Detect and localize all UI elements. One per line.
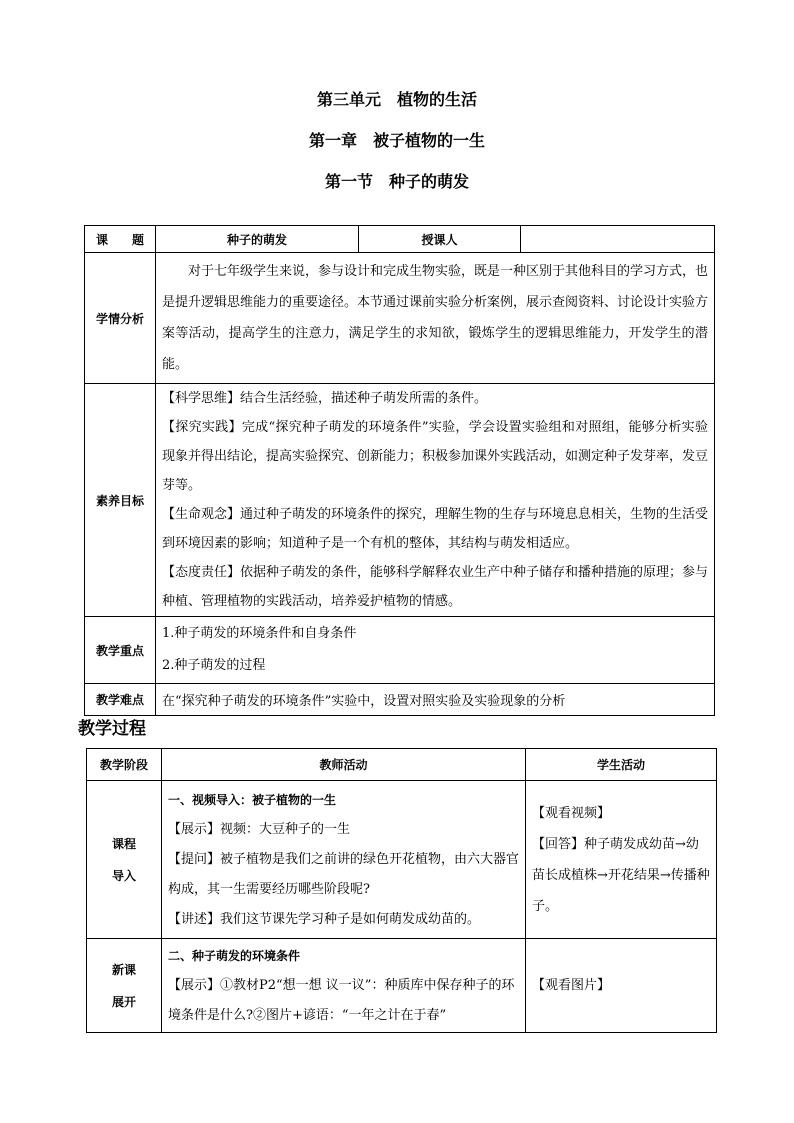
- stage-line: 新课: [111, 962, 136, 977]
- teacher-activity-line: 【讲述】我们这节课先学习种子是如何萌发成幼苗的。: [168, 911, 481, 927]
- teacher-activity-line: 【展示】①教材P2“想一想 议一议”：种质库中保存种子的环境条件是什么?②图片+谚语：“一年之计在于春”: [168, 977, 515, 1023]
- key-label: 教学重点: [85, 617, 156, 684]
- stage-line: 课程: [111, 836, 136, 851]
- analysis-row: [85, 253, 715, 384]
- student-activity-line: 【观看图片】: [532, 978, 611, 993]
- student-activity-cell: [526, 939, 717, 1033]
- lesson-info-table: [84, 225, 715, 716]
- key-point: 1.种子萌发的环境条件和自身条件: [162, 626, 357, 641]
- key-row: [85, 617, 715, 684]
- teacher-activity-line: 【展示】视频：大豆种子的一生: [168, 821, 351, 837]
- topic-value: 种子的萌发: [156, 226, 359, 253]
- difficulty-label: 教学难点: [85, 684, 156, 716]
- teacher-label: 授课人: [359, 226, 521, 253]
- topic-row: [85, 226, 715, 253]
- student-activity-cell: [526, 781, 717, 939]
- process-row-intro: [87, 781, 717, 939]
- difficulty-text: 在“探究种子萌发的环境条件”实验中，设置对照实验及实验现象的分析: [156, 684, 715, 716]
- chapter-title: 第一章 被子植物的一生: [308, 131, 485, 150]
- teacher-activity-line: 一、视频导入：被子植物的一生: [168, 792, 337, 807]
- goals-row: [85, 384, 715, 617]
- key-point: 2.种子萌发的过程: [162, 658, 266, 673]
- student-activity-line: 【观看视频】: [532, 805, 611, 821]
- stage-cell: [87, 781, 162, 939]
- stage-line: 导入: [111, 868, 136, 883]
- student-activity-line: 【回答】种子萌发成幼苗→幼苗长成植株→开花结果→传播种子。: [532, 836, 710, 914]
- key-cell: [156, 617, 715, 684]
- header-teacher: 教师活动: [162, 749, 526, 781]
- process-header-row: [87, 749, 717, 781]
- goals-label: 素养目标: [85, 384, 156, 617]
- teacher-activity-line: 【提问】被子植物是我们之前讲的绿色开花植物，由六大器官构成，其一生需要经历哪些阶段呢?: [168, 851, 520, 897]
- process-table: [86, 748, 717, 1033]
- header-stage: 教学阶段: [87, 749, 162, 781]
- teacher-activity-line: 二、种子萌发的环境条件: [168, 948, 301, 963]
- difficulty-row: [85, 684, 715, 716]
- analysis-label: 学情分析: [85, 253, 156, 384]
- header-student: 学生活动: [526, 749, 717, 781]
- process-row-new: [87, 939, 717, 1033]
- goal-item: 【探究实践】完成“探究种子萌发的环境条件”实验，学会设置实验组和对照组，能够分析实验现象并得出结论，提高实验探究、创新能力；积极参加课外实践活动，如测定种子发芽率，发豆芽等。: [162, 420, 709, 493]
- topic-label: 课 题: [85, 226, 156, 253]
- stage-cell: [87, 939, 162, 1033]
- analysis-text: 对于七年级学生来说，参与设计和完成生物实验，既是一种区别于其他科目的学习方式，也是提升逻辑思维能力的重要途径。本节通过课前实验分析案例，展示查阅资料、讨论设计实验方案等活动，提高学生的注意力，满足学生的求知欲，锻炼学生的逻辑思维能力，开发学生的潜能。: [162, 264, 709, 372]
- goal-item: 【生命观念】通过种子萌发的环境条件的探究，理解生物的生存与环境息息相关，生物的生活受到环境因素的影响；知道种子是一个有机的整体，其结构与萌发相适应。: [162, 507, 709, 551]
- analysis-cell: [156, 253, 715, 384]
- teacher-activity-cell: [162, 781, 526, 939]
- teacher-activity-cell: [162, 939, 526, 1033]
- goals-cell: [156, 384, 715, 617]
- section-title: 第一节 种子的萌发: [324, 172, 469, 191]
- goal-item: 【态度责任】依据种子萌发的条件，能够科学解释农业生产中种子储存和播种措施的原理；参与种植、管理植物的实践活动，培养爱护植物的情感。: [162, 565, 709, 609]
- goal-item: 【科学思维】结合生活经验，描述种子萌发所需的条件。: [162, 391, 488, 406]
- teacher-value: [521, 226, 715, 253]
- stage-line: 展开: [111, 994, 136, 1009]
- unit-title: 第三单元 植物的生活: [316, 90, 477, 109]
- process-heading: 教学过程: [78, 719, 146, 739]
